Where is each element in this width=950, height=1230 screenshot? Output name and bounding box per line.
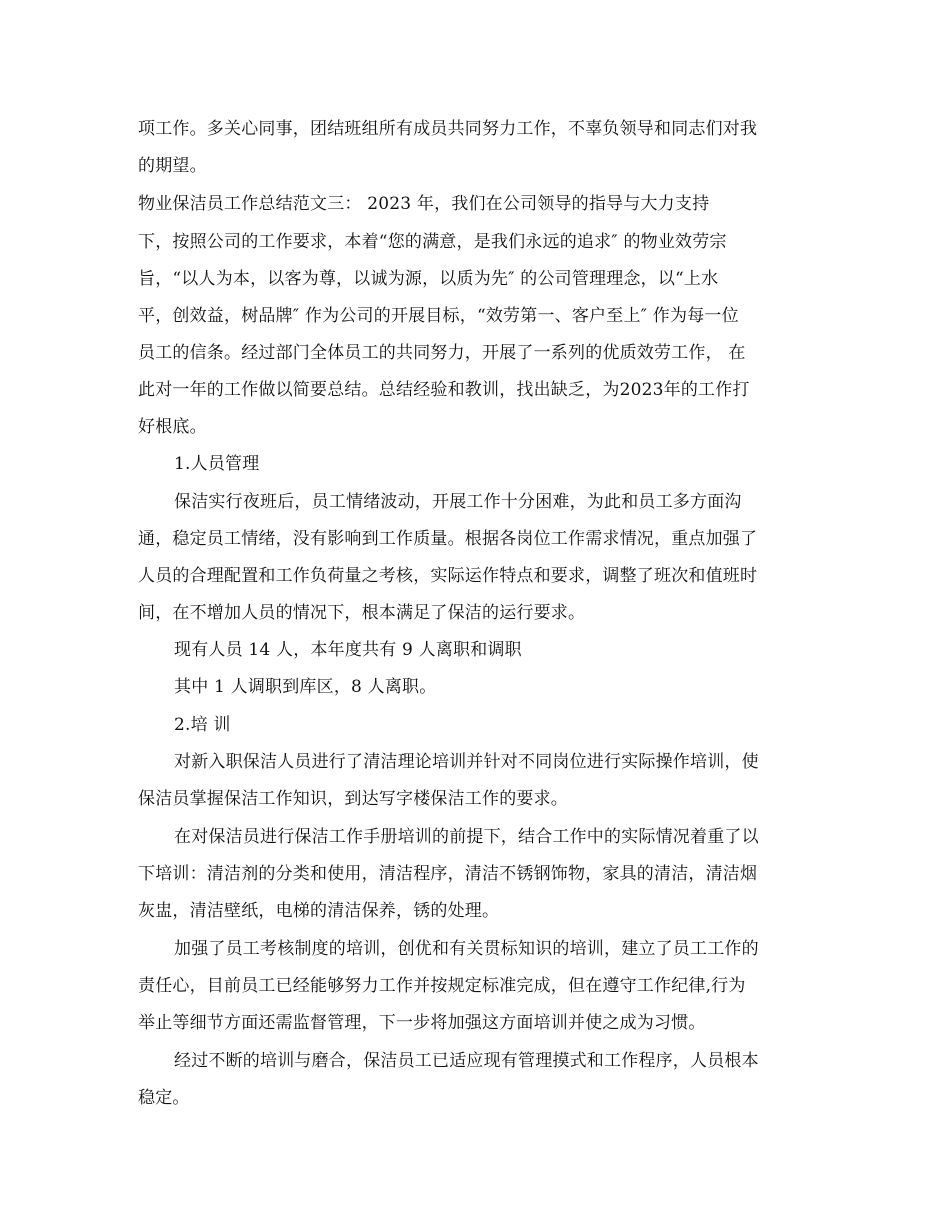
text-line: 保洁实行夜班后，员工情绪波动，开展工作十分困难，为此和员工多方面沟 bbox=[174, 492, 742, 512]
text-line: 保洁员掌握保洁工作知识，到达写字楼保洁工作的要求。 bbox=[138, 789, 568, 809]
text-line: 责任心，目前员工已经能够努力工作并按规定标准完成，但在遵守工作纪律,行为 bbox=[138, 976, 746, 996]
text-line: 人员的合理配置和工作负荷量之考核，实际运作特点和要求，调整了班次和值班时 bbox=[138, 566, 758, 586]
text-line: 旨，“以人为本，以客为尊，以诚为源，以质为先″ 的公司管理理念，以“上水 bbox=[138, 269, 719, 289]
text-line: 稳定。 bbox=[138, 1088, 190, 1108]
text-line: 对新入职保洁人员进行了清洁理论培训并针对不同岗位进行实际操作培训，使 bbox=[174, 752, 759, 772]
text-line: 通，稳定员工情绪，没有影响到工作质量。根据各岗位工作需求情况，重点加强了 bbox=[138, 529, 758, 549]
text-line: 项工作。多关心同事，团结班组所有成员共同努力工作，不辜负领导和同志们对我 bbox=[138, 119, 758, 139]
text-line: 的期望。 bbox=[138, 156, 207, 176]
subsection-heading: 1.人员管理 bbox=[174, 454, 260, 474]
text-line: 此对一年的工作做以简要总结。总结经验和教训，找出缺乏，为2023年的工作打 bbox=[138, 380, 750, 400]
text-line: 加强了员工考核制度的培训，创优和有关贯标知识的培训，建立了员工工作的 bbox=[174, 939, 759, 959]
text-line: 举止等细节方面还需监督管理，下一步将加强这方面培训并使之成为习惯。 bbox=[138, 1013, 706, 1033]
subsection-heading: 2.培 训 bbox=[174, 715, 231, 735]
text-line: 现有人员 14 人，本年度共有 9 人离职和调职 bbox=[174, 640, 522, 660]
text-line: 灰盅，清洁壁纸，电梯的清洁保养，锈的处理。 bbox=[138, 901, 500, 921]
text-line: 下培训：清洁剂的分类和使用，清洁程序，清洁不锈钢饰物，家具的清洁，清洁烟 bbox=[138, 864, 758, 884]
text-line: 下，按照公司的工作要求，本着“您的满意，是我们永远的追求″ 的物业效劳宗 bbox=[138, 232, 727, 252]
text-line: 好根底。 bbox=[138, 417, 207, 437]
text-line: 间，在不增加人员的情况下，根本满足了保洁的运行要求。 bbox=[138, 603, 586, 623]
section-heading: 物业保洁员工作总结范文三： 2023 年，我们在公司领导的指导与大力支持 bbox=[138, 194, 710, 214]
text-line: 员工的信条。经过部门全体员工的共同努力，开展了一系列的优质效劳工作， 在 bbox=[138, 343, 746, 363]
text-line: 其中 1 人调职到库区，8 人离职。 bbox=[174, 677, 437, 697]
text-line: 经过不断的培训与磨合，保洁员工已适应现有管理摸式和工作程序，人员根本 bbox=[174, 1051, 759, 1071]
text-line: 平，创效益，树品牌″ 作为公司的开展目标，“效劳第一、客户至上″ 作为每一位 bbox=[138, 306, 739, 326]
text-line: 在对保洁员进行保洁工作手册培训的前提下，结合工作中的实际情况着重了以 bbox=[174, 827, 759, 847]
